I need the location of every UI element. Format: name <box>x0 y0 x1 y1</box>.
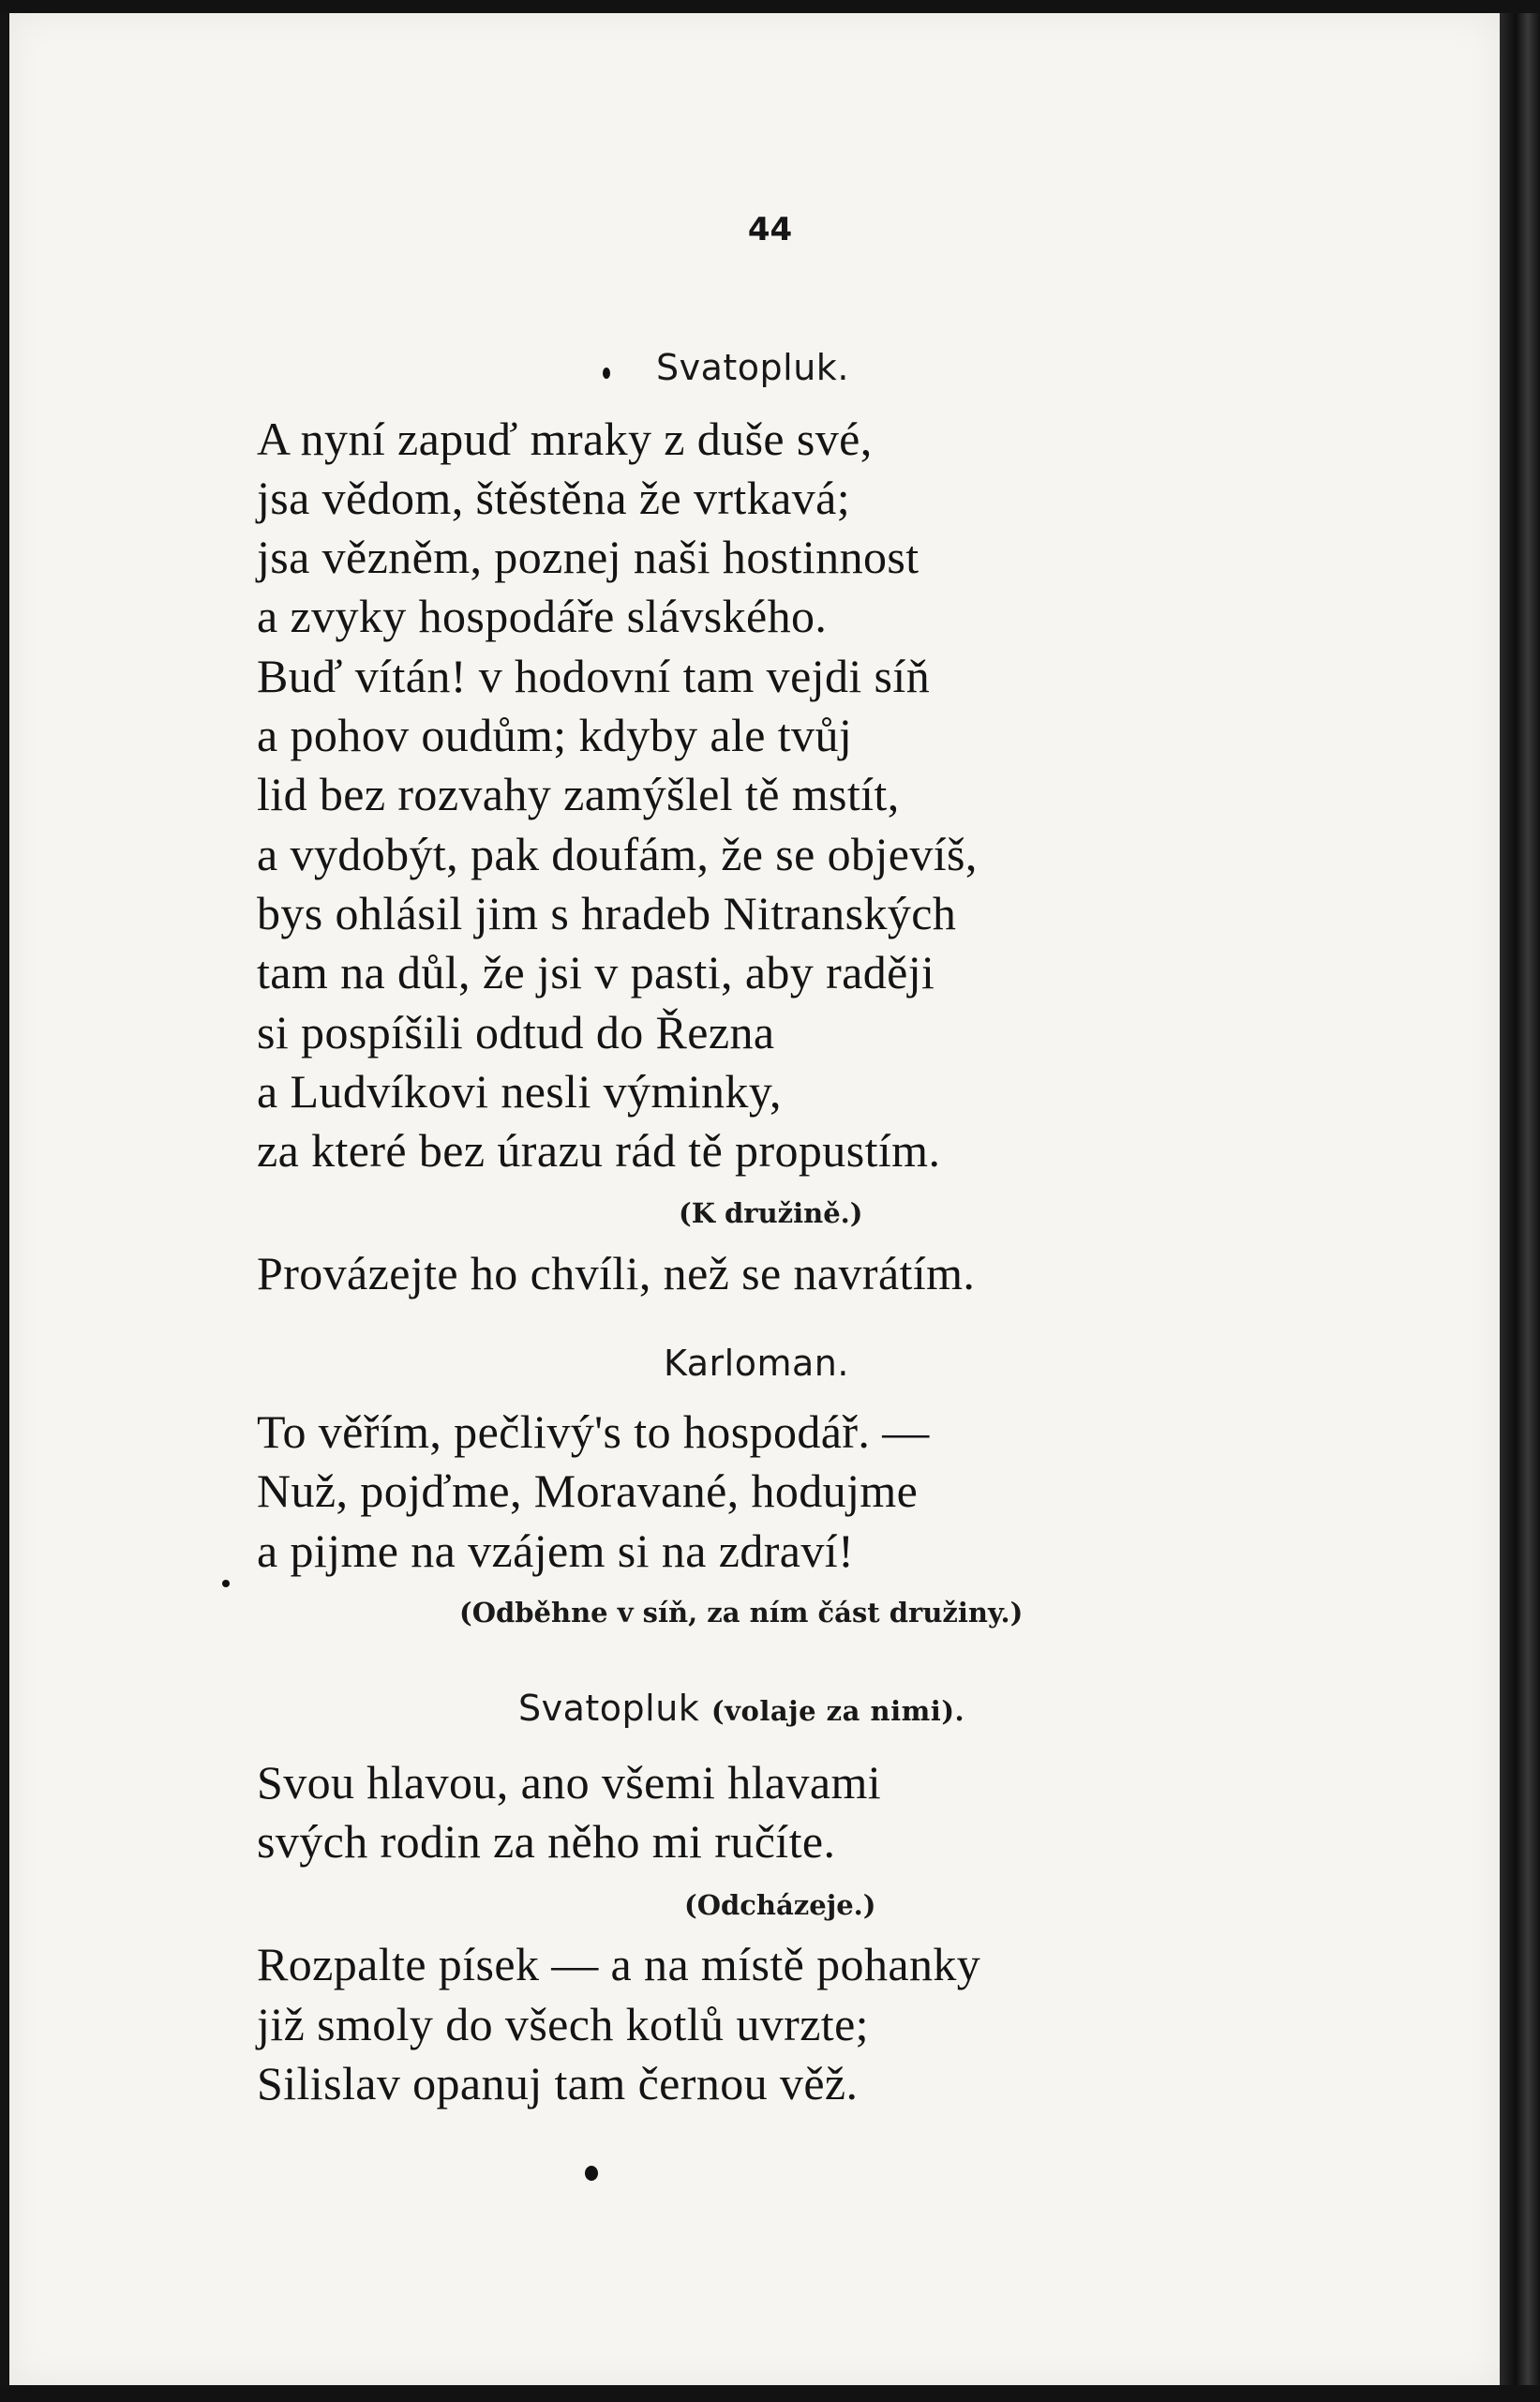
verse-line: a pijme na vzájem si na zdraví! <box>257 1524 855 1577</box>
verse-line: lid bez rozvahy zamýšlel tě mstít, <box>257 768 900 820</box>
verse-line: Buď vítán! v hodovní tam vejdi síň <box>257 650 931 702</box>
verse-line: A nyní zapuď mraky z duše své, <box>257 413 873 465</box>
speaker-heading: Svatopluk. <box>656 347 849 388</box>
verse-line: tam na důl, že jsi v pasti, aby raději <box>257 946 935 998</box>
stage-direction: (Odcházeje.) <box>684 1889 876 1921</box>
verse-line: Nuž, pojďme, Moravané, hodujme <box>257 1464 919 1517</box>
verse-line: a Ludvíkovi nesli výminky, <box>257 1065 782 1118</box>
ink-speck <box>585 2166 598 2181</box>
stage-direction: (K družině.) <box>679 1197 863 1229</box>
ink-speck <box>222 1580 230 1587</box>
verse-line: svých rodin za něho mi ručíte. <box>257 1815 836 1868</box>
speaker-heading: Karloman. <box>664 1343 849 1384</box>
speaker-aside: (volaje za nimi). <box>710 1695 965 1727</box>
verse-line: Rozpalte písek — a na místě pohanky <box>257 1938 981 1990</box>
scan-border-right <box>1500 13 1540 2402</box>
speaker-heading <box>518 1688 964 1729</box>
verse-line: si pospíšili odtud do Řezna <box>257 1006 775 1058</box>
verse-line: již smoly do všech kotlů uvrzte; <box>257 1998 869 2050</box>
verse-line: Silislav opanuj tam černou věž. <box>257 2057 859 2109</box>
verse-line: To věřím, pečlivý's to hospodář. — <box>257 1405 930 1458</box>
verse-line: jsa vězněm, poznej naši hostinnost <box>257 531 920 583</box>
verse-line: bys ohlásil jim s hradeb Nitranských <box>257 887 957 939</box>
verse-line: a vydobýt, pak doufám, že se objevíš, <box>257 828 978 880</box>
speaker-name: Svatopluk <box>518 1688 700 1729</box>
page-number: 44 <box>747 211 793 248</box>
verse-line: a pohov oudům; kdyby ale tvůj <box>257 709 853 761</box>
scan-border-top <box>0 0 1540 13</box>
verse-line: a zvyky hospodáře slávského. <box>257 590 828 642</box>
verse-line: za které bez úrazu rád tě propustím. <box>257 1124 941 1177</box>
stage-direction: (Odběhne v síň, za ním část družiny.) <box>459 1597 1024 1629</box>
ink-speck <box>603 368 610 379</box>
verse-line: Provázejte ho chvíli, než se navrátím. <box>257 1247 976 1299</box>
verse-line: jsa vědom, štěstěna že vrtkavá; <box>257 472 851 524</box>
scan-border-bottom <box>0 2385 1540 2402</box>
verse-line: Svou hlavou, ano všemi hlavami <box>257 1756 882 1809</box>
